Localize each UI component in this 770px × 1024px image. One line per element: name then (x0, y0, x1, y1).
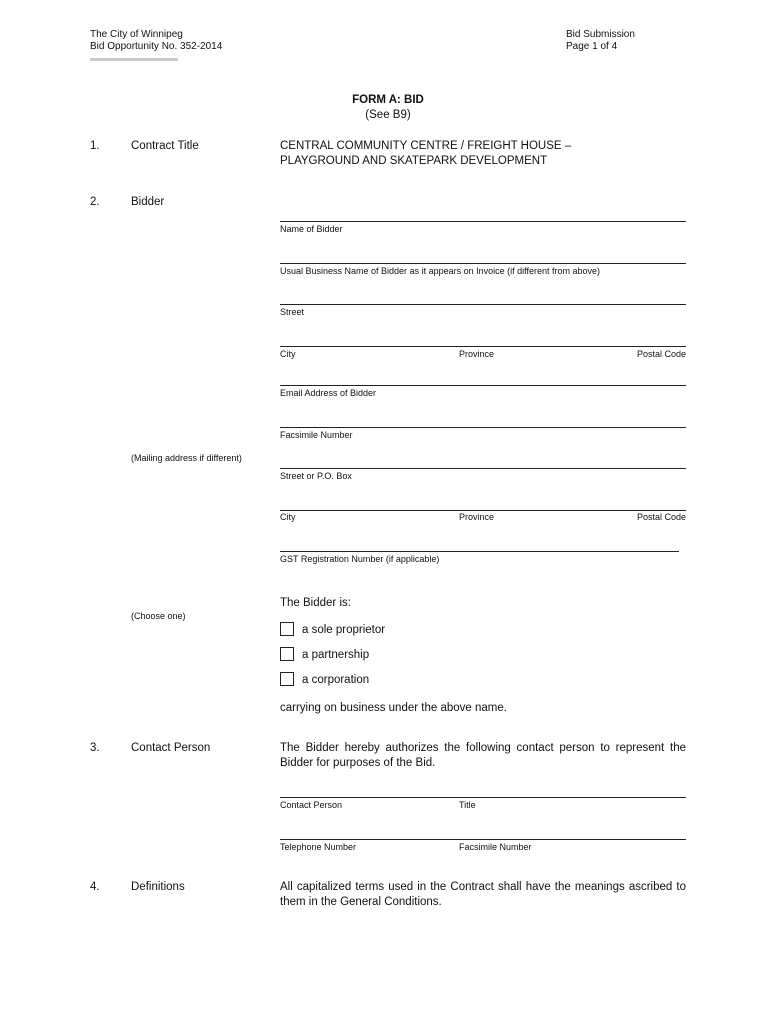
sole-proprietor-label: a sole proprietor (302, 624, 386, 636)
corporation-checkbox[interactable] (280, 672, 294, 686)
mailing-city-caption: City (280, 512, 296, 522)
city-province-postal-field[interactable] (280, 346, 686, 347)
gst-caption: GST Registration Number (if applicable) (280, 554, 440, 564)
province-caption: Province (459, 349, 495, 359)
contact-facsimile-caption: Facsimile Number (459, 842, 532, 852)
name-of-bidder-field[interactable] (280, 221, 686, 222)
mailing-address-note: (Mailing address if different) (131, 453, 242, 463)
email-caption: Email Address of Bidder (280, 388, 377, 398)
gst-number-field[interactable] (280, 551, 679, 552)
contact-person-title-field[interactable] (280, 797, 686, 798)
mailing-postal-code-caption: Postal Code (636, 512, 686, 522)
section1-label: Contract Title (131, 140, 199, 152)
mailing-city-province-postal-field[interactable] (280, 510, 686, 511)
corporation-label: a corporation (302, 674, 370, 686)
contact-person-caption: Contact Person (280, 800, 343, 810)
title-caption: Title (459, 800, 476, 810)
partnership-label: a partnership (302, 649, 370, 661)
street-field[interactable] (280, 304, 686, 305)
facsimile-caption: Facsimile Number (280, 430, 353, 440)
sole-proprietor-checkbox[interactable] (280, 622, 294, 636)
form-see-reference: (See B9) (365, 109, 411, 121)
contract-title-line1: CENTRAL COMMUNITY CENTRE / FREIGHT HOUSE – (280, 140, 572, 152)
telephone-facsimile-field[interactable] (280, 839, 686, 840)
header-page: Page 1 of 4 (566, 41, 618, 52)
section1-number: 1. (90, 140, 100, 152)
section4-number: 4. (90, 881, 100, 893)
section2-label: Bidder (131, 196, 165, 208)
email-field[interactable] (280, 385, 686, 386)
mailing-street-caption: Street or P.O. Box (280, 471, 352, 481)
carrying-on-business-text: carrying on business under the above name. (280, 702, 507, 714)
section3-label: Contact Person (131, 742, 211, 754)
header-bid-number: Bid Opportunity No. 352-2014 (90, 41, 223, 52)
partnership-checkbox[interactable] (280, 647, 294, 661)
telephone-caption: Telephone Number (280, 842, 357, 852)
choose-one-note: (Choose one) (131, 611, 186, 621)
template-version-note (90, 58, 178, 61)
usual-business-name-caption: Usual Business Name of Bidder as it appears on Invoice (if different from above) (280, 266, 600, 276)
city-caption: City (280, 349, 296, 359)
postal-code-caption: Postal Code (636, 349, 686, 359)
definitions-text: All capitalized terms used in the Contract shall have the meanings ascribed to them in the General Conditions. (280, 881, 686, 908)
bidder-is-label: The Bidder is: (280, 597, 351, 609)
name-of-bidder-caption: Name of Bidder (280, 224, 343, 234)
contact-person-authorization-text: The Bidder hereby authorizes the following contact person to represent the Bidder for purposes of the Bid. (280, 742, 686, 769)
usual-business-name-field[interactable] (280, 263, 686, 264)
form-title: FORM A: BID (352, 94, 424, 106)
mailing-street-field[interactable] (280, 468, 686, 469)
section4-label: Definitions (131, 881, 185, 893)
street-caption: Street (280, 307, 305, 317)
section2-number: 2. (90, 196, 100, 208)
header-submission: Bid Submission (566, 29, 635, 40)
section3-number: 3. (90, 742, 100, 754)
facsimile-field[interactable] (280, 427, 686, 428)
header-org: The City of Winnipeg (90, 29, 183, 40)
contract-title-line2: PLAYGROUND AND SKATEPARK DEVELOPMENT (280, 155, 548, 167)
mailing-province-caption: Province (459, 512, 495, 522)
